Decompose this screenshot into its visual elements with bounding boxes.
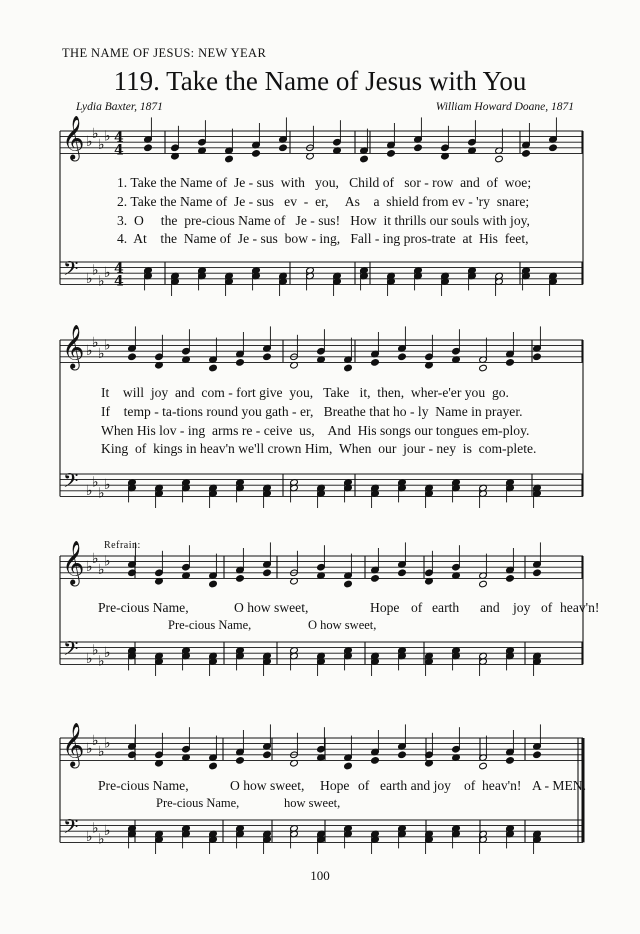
treble-clef-icon: 𝄞	[62, 324, 85, 369]
page-number: 100	[310, 868, 330, 883]
system1-verses	[117, 174, 531, 249]
flat-icon: ♭	[86, 343, 93, 360]
notehead	[495, 155, 504, 163]
refrain-lyric: Hope	[370, 600, 400, 615]
verse-line-2: If temp - ta-tions round you gath - er, Breathe that ho - ly Name in prayer.	[101, 403, 523, 419]
flat-icon: ♭	[104, 823, 111, 840]
notehead	[479, 762, 488, 770]
notehead	[360, 155, 369, 163]
flat-icon: ♭	[92, 732, 99, 749]
flat-icon: ♭	[86, 650, 93, 667]
verse-line-1: 1. Take the Name of Je - sus with you, Child of sor - row and of woe;	[117, 175, 532, 190]
hymn-title-text: Take the Name of Jesus with You	[166, 66, 527, 96]
notehead	[263, 569, 272, 577]
bass-clef-icon: 𝄢	[63, 256, 79, 285]
refrain-lyric: of	[464, 778, 476, 793]
notehead	[398, 353, 407, 361]
composer-credit: William Howard Doane, 1871	[435, 101, 574, 113]
flat-icon: ♭	[92, 334, 99, 351]
notehead	[128, 353, 137, 361]
notehead	[236, 359, 245, 367]
notehead	[209, 580, 218, 588]
time-signature-top: 4	[114, 130, 124, 147]
refrain-lyric: A - MEN.	[532, 778, 586, 793]
refrain-lyric: O how sweet,	[230, 778, 305, 793]
section-heading: THE NAME OF JESUS: NEW YEAR	[62, 46, 267, 60]
refrain-lyric: of	[358, 778, 370, 793]
flat-icon: ♭	[92, 550, 99, 567]
refrain-lyric: heav'n!	[482, 778, 522, 793]
flat-icon: ♭	[104, 128, 111, 145]
flat-icon: ♭	[104, 337, 111, 354]
refrain-lyric: Pre-cious Name,	[98, 600, 189, 615]
bass-clef-icon: 𝄢	[63, 468, 79, 497]
notehead	[344, 762, 353, 770]
flat-icon: ♭	[104, 645, 111, 662]
system2-verses	[101, 384, 536, 459]
notehead	[236, 575, 245, 583]
notehead	[371, 757, 380, 765]
refrain-lyric-lower: Pre-cious Name,	[168, 618, 252, 632]
flat-icon: ♭	[98, 653, 105, 670]
notehead	[279, 144, 288, 152]
notehead	[414, 144, 423, 152]
flat-icon: ♭	[98, 485, 105, 502]
notehead	[549, 144, 558, 152]
flat-icon: ♭	[86, 270, 93, 287]
treble-clef-icon: 𝄞	[62, 722, 85, 767]
flat-icon: ♭	[98, 562, 105, 578]
notehead	[506, 757, 515, 765]
refrain-lyric-lower: how sweet,	[284, 796, 341, 810]
notehead	[263, 353, 272, 361]
notehead	[144, 144, 153, 152]
flat-icon: ♭	[92, 820, 99, 837]
notehead	[398, 751, 407, 759]
notehead	[533, 353, 542, 361]
notehead	[479, 580, 488, 588]
refrain-lyric: Hope	[320, 778, 350, 793]
flat-icon: ♭	[86, 828, 93, 845]
flat-icon: ♭	[86, 741, 93, 758]
flat-icon: ♭	[92, 642, 99, 659]
refrain-lyric: heav'n!	[560, 600, 600, 615]
notehead	[209, 762, 218, 770]
flat-icon: ♭	[98, 831, 105, 848]
verse-line-4: King of kings in heav'n we'll crown Him, When our jour - ney is com-plete.	[101, 441, 537, 457]
bass-clef-icon: 𝄢	[63, 636, 79, 665]
flat-icon: ♭	[98, 346, 105, 362]
refrain-label: Refrain:	[104, 540, 141, 551]
time-signature-top: 4	[114, 261, 124, 278]
verse-line-3: When His lov - ing arms re - ceive us, And His songs our tongues em-ploy.	[101, 422, 530, 438]
notehead	[344, 580, 353, 588]
refrain-lyric: Pre-cious Name,	[98, 778, 189, 793]
time-signature-bottom: 4	[114, 142, 124, 159]
notehead	[522, 150, 531, 158]
flat-icon: ♭	[104, 553, 111, 570]
verse-line-1: It will joy and com - fort give you, Take it, then, wher-e'er you go.	[101, 385, 509, 400]
notehead	[236, 757, 245, 765]
verse-line-4: 4. At the Name of Je - sus bow - ing, Fall - ing pros-trate at His feet,	[117, 231, 529, 247]
notehead	[263, 751, 272, 759]
notehead	[533, 569, 542, 577]
refrain-lyric-lower: Pre-cious Name,	[156, 796, 240, 810]
notehead	[533, 751, 542, 759]
notehead	[344, 364, 353, 372]
notehead	[371, 575, 380, 583]
hymn-number: 119.	[113, 66, 160, 96]
refrain-lyric: of	[541, 600, 553, 615]
verse-line-3: 3. O the pre-cious Name of Je - sus! How it thrills our souls with joy,	[117, 212, 530, 228]
treble-clef-icon: 𝄞	[62, 115, 85, 160]
notehead	[506, 359, 515, 367]
flat-icon: ♭	[86, 134, 93, 151]
flat-icon: ♭	[92, 262, 99, 279]
verse-line-2: 2. Take the Name of Je - sus ev - er, As a shield from ev - 'ry snare;	[117, 193, 530, 209]
refrain-lyric: of	[411, 600, 423, 615]
flat-icon: ♭	[98, 273, 105, 290]
notehead	[252, 150, 261, 158]
refrain-lyric-lower: O how sweet,	[308, 618, 377, 632]
flat-icon: ♭	[104, 477, 111, 494]
refrain-lyric: earth and joy	[380, 778, 451, 793]
lyricist-credit: Lydia Baxter, 1871	[76, 101, 163, 113]
refrain-lyric: and	[480, 600, 500, 615]
notehead	[209, 364, 218, 372]
notehead	[387, 150, 396, 158]
flat-icon: ♭	[86, 559, 93, 576]
flat-icon: ♭	[92, 474, 99, 491]
flat-icon: ♭	[104, 265, 111, 282]
flat-icon: ♭	[92, 125, 99, 142]
time-signature-bottom: 4	[114, 273, 124, 290]
notehead	[506, 575, 515, 583]
notehead	[371, 359, 380, 367]
flat-icon: ♭	[86, 482, 93, 499]
treble-clef-icon: 𝄞	[62, 540, 85, 585]
flat-icon: ♭	[98, 744, 105, 760]
bass-clef-icon: 𝄢	[63, 814, 79, 843]
refrain-lyric: earth	[432, 600, 460, 615]
refrain-lyric: O how sweet,	[234, 600, 309, 615]
notehead	[225, 155, 234, 163]
flat-icon: ♭	[104, 735, 111, 752]
notehead	[398, 569, 407, 577]
refrain-lyric: joy	[513, 600, 531, 615]
flat-icon: ♭	[98, 137, 105, 153]
notehead	[479, 364, 488, 372]
